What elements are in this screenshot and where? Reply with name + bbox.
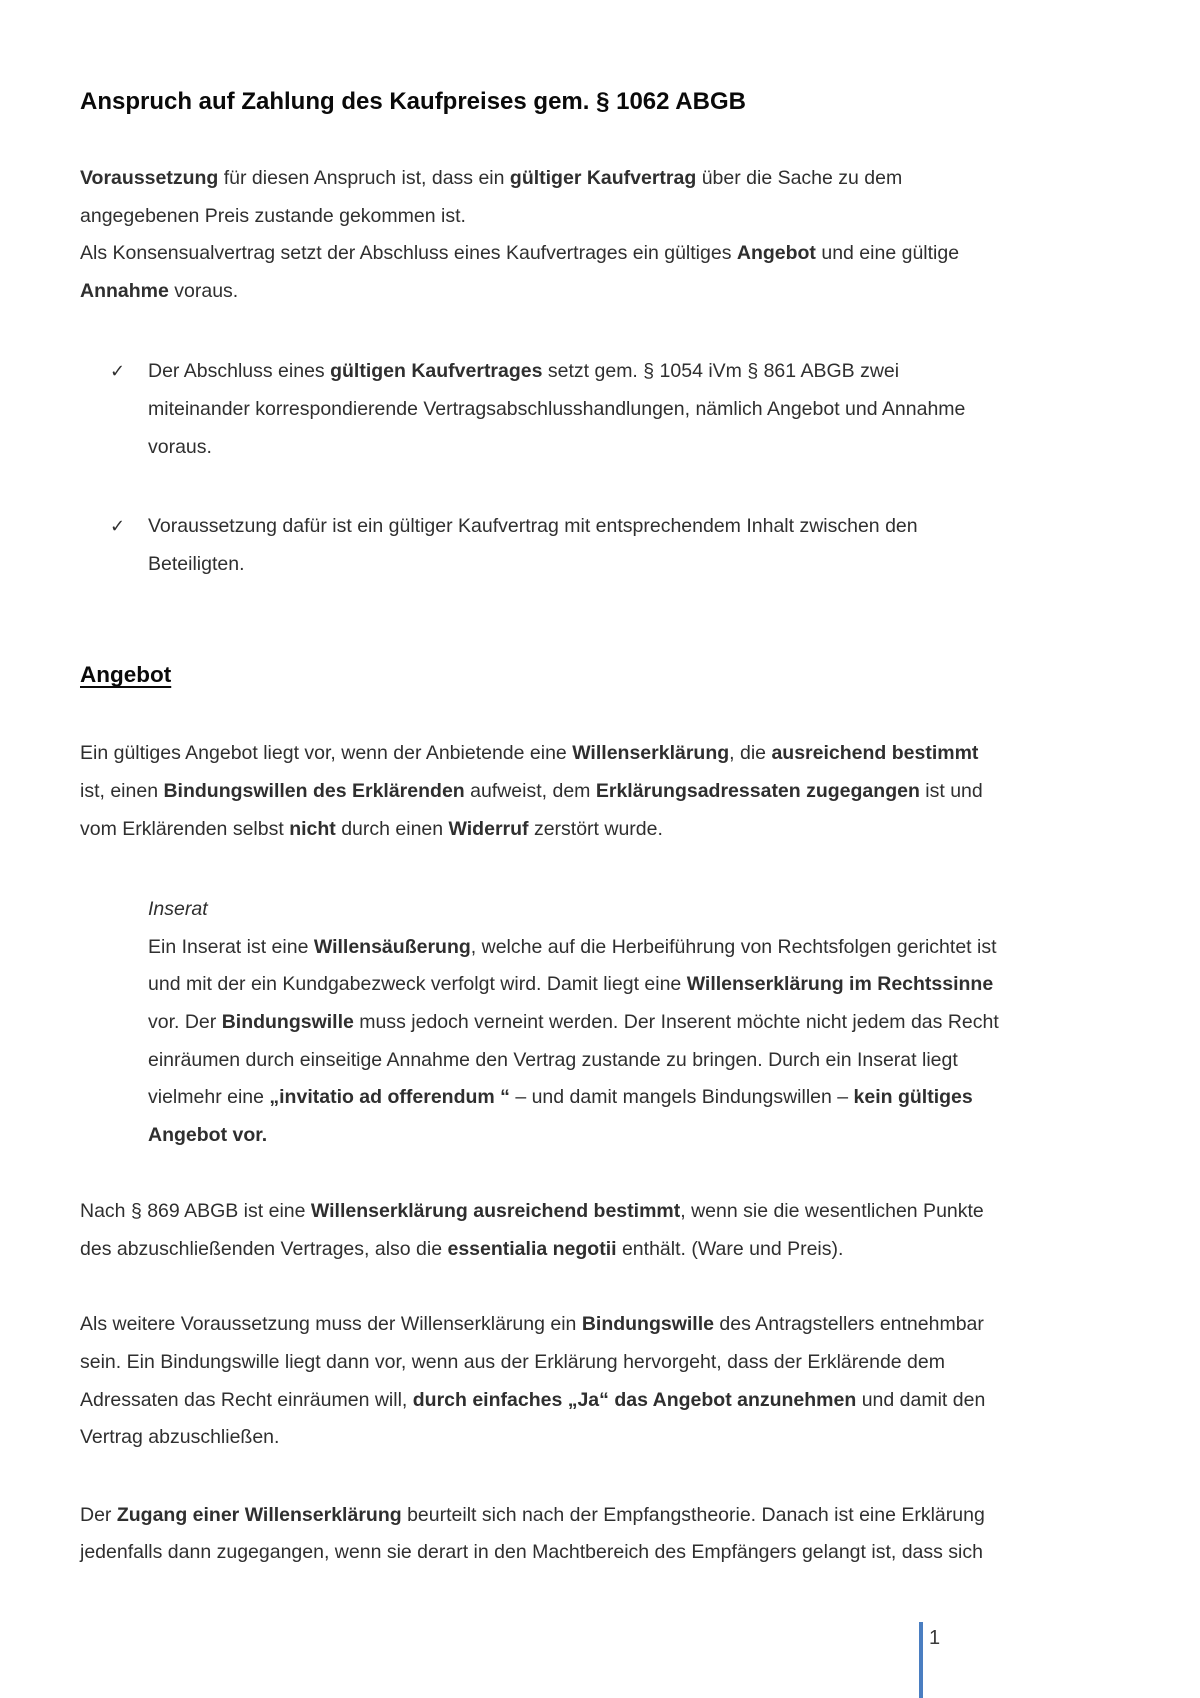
page-number-accent-bar	[919, 1622, 923, 1698]
text-line: Der Zugang einer Willenserklärung beurteilt sich nach der Empfangstheorie. Danach ist eine Erklärung	[80, 1503, 985, 1526]
text-line: miteinander korrespondierende Vertragsabschlusshandlungen, nämlich Angebot und Annahme	[148, 397, 966, 420]
text-line: vom Erklärenden selbst nicht durch einen Widerruf zerstört wurde.	[80, 817, 663, 840]
zugang-paragraph	[80, 1497, 1126, 1572]
text-line: Vertrag abzuschließen.	[80, 1426, 280, 1449]
page-number: 1	[929, 1627, 941, 1649]
checklist-item	[110, 508, 1126, 583]
text-line: Ein Inserat ist eine Willensäußerung, welche auf die Herbeiführung von Rechtsfolgen gerichtet ist	[148, 935, 997, 958]
text-line: Voraussetzung für diesen Anspruch ist, dass ein gültiger Kaufvertrag über die Sache zu dem	[80, 167, 903, 189]
document-content	[80, 86, 1126, 1572]
text-line: einräumen durch einseitige Annahme den Vertrag zustande zu bringen. Durch ein Inserat liegt	[148, 1048, 958, 1071]
text-line: voraus.	[148, 435, 212, 458]
text-line: angegebenen Preis zustande gekommen ist.	[80, 204, 466, 227]
text-line: Ein gültiges Angebot liegt vor, wenn der Anbietende eine Willenserklärung, die ausreichend bestimmt	[80, 742, 979, 765]
section-heading-angebot: Angebot	[80, 662, 172, 688]
text-line: Voraussetzung dafür ist ein gültiger Kaufvertrag mit entsprechendem Inhalt zwischen den	[148, 515, 918, 538]
checklist-item-text	[148, 353, 965, 466]
inserat-example-block	[148, 891, 1126, 1154]
text-line: und mit der ein Kundgabezweck verfolgt wird. Damit liegt eine Willenserklärung im Rechtssinne	[148, 973, 994, 996]
text-line: Als Konsensualvertrag setzt der Abschluss eines Kaufvertrages ein gültiges Angebot und eine gültige	[80, 242, 960, 265]
bestimmtheit-paragraph	[80, 1193, 1126, 1268]
text-line: Der Abschluss eines gültigen Kaufvertrages setzt gem. § 1054 iVm § 861 ABGB zwei	[148, 360, 900, 383]
offer-definition-paragraph	[80, 735, 1126, 848]
bindungswille-paragraph	[80, 1306, 1126, 1456]
text-line: jedenfalls dann zugegangen, wenn sie derart in den Machtbereich des Empfängers gelangt ist, dass sich	[80, 1541, 983, 1564]
text-line: vielmehr eine „invitatio ad offerendum “ – und damit mangels Bindungswillen – kein gültiges	[148, 1086, 973, 1109]
checklist-item-text	[148, 508, 918, 583]
text-line: Angebot vor.	[148, 1123, 268, 1146]
text-line: sein. Ein Bindungswille liegt dann vor, wenn aus der Erklärung hervorgeht, dass der Erklärende dem	[80, 1351, 945, 1374]
checkmark-icon: ✓	[110, 516, 126, 537]
text-line: Beteiligten.	[148, 552, 245, 575]
text-line: Als weitere Voraussetzung muss der Willenserklärung ein Bindungswille des Antragstellers entnehmbar	[80, 1313, 984, 1336]
text-line: des abzuschließenden Vertrages, also die essentialia negotii enthält. (Ware und Preis).	[80, 1237, 844, 1260]
intro-paragraph	[80, 160, 1126, 310]
checklist-item	[110, 353, 1126, 466]
text-line: Nach § 869 ABGB ist eine Willenserklärung ausreichend bestimmt, wenn sie die wesentlichen Punkte	[80, 1200, 984, 1223]
text-line: vor. Der Bindungswille muss jedoch verneint werden. Der Inserent möchte nicht jedem das Recht	[148, 1010, 999, 1033]
checkmark-icon: ✓	[110, 361, 126, 382]
text-line: Adressaten das Recht einräumen will, durch einfaches „Ja“ das Angebot anzunehmen und damit den	[80, 1388, 986, 1411]
checklist	[80, 353, 1126, 583]
text-line: Inserat	[148, 898, 208, 921]
text-line: ist, einen Bindungswillen des Erklärenden aufweist, dem Erklärungsadressaten zugegangen ist und	[80, 779, 983, 802]
text-line: Annahme voraus.	[80, 279, 239, 302]
document-title: Anspruch auf Zahlung des Kaufpreises gem. § 1062 ABGB	[80, 88, 746, 115]
